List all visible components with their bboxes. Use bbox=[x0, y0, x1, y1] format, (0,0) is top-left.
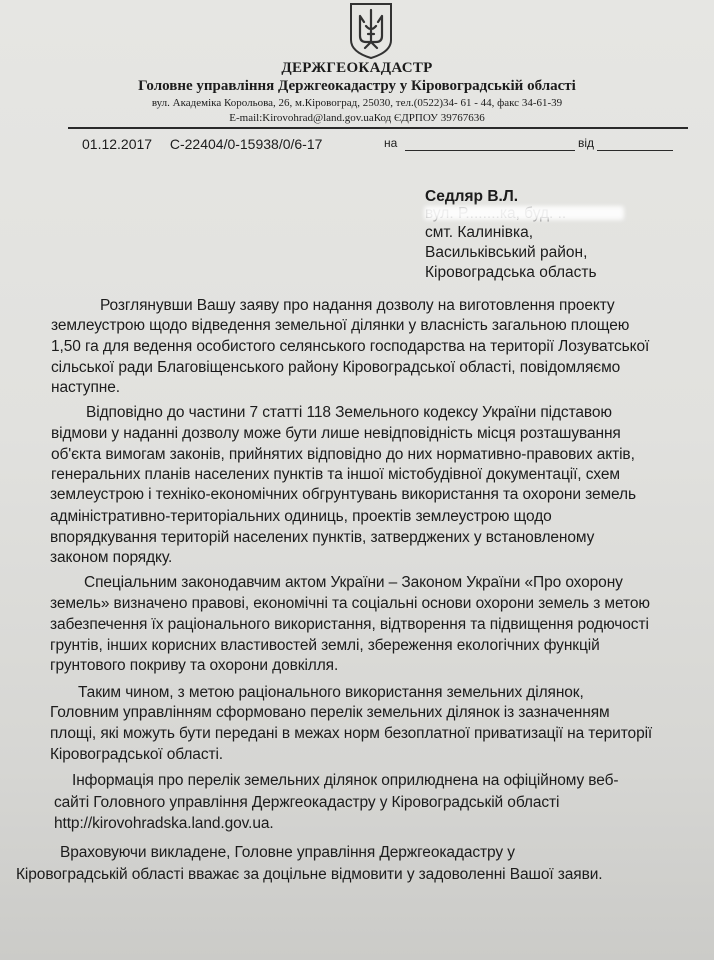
reference-blank bbox=[405, 150, 575, 151]
body-line: грунтів, інших корисних властивостей землі, збереження екологічних функцій bbox=[50, 637, 600, 654]
reference-date-blank bbox=[597, 150, 673, 151]
body-line: 1,50 га для ведення особистого селянського господарства на території Лозуватської bbox=[51, 338, 650, 355]
department-name: Головне управління Держгеокадастру у Кіровоградській області bbox=[138, 78, 576, 94]
recipient-district: Васильківський район, bbox=[425, 244, 588, 261]
registration-number: С-22404/0-15938/0/6-17 bbox=[169, 136, 323, 152]
organization-name: ДЕРЖГЕОКАДАСТР bbox=[281, 60, 433, 76]
address-line: вул. Академіка Корольова, 26, м.Кіровоград, 25030, тел.(0522)34- 61 - 44, факс 34-61-39 bbox=[151, 97, 563, 109]
recipient-name: Седляр В.Л. bbox=[425, 188, 518, 205]
body-line: адміністративно-територіальних одиниць, проектів землеустрою щодо bbox=[50, 508, 552, 525]
body-line: законом порядку. bbox=[50, 549, 173, 566]
body-line: наступне. bbox=[51, 379, 120, 396]
body-line: Таким чином, з метою раціонального використання земельних ділянок, bbox=[78, 684, 584, 701]
body-line: впорядкування територій населених пунктів, затверджених у встановленому bbox=[50, 529, 595, 546]
body-line: Головним управлінням сформовано перелік земельних ділянок із зазначенням bbox=[50, 704, 610, 721]
body-line: Враховуючи викладене, Головне управління Держгеокадастру у bbox=[60, 844, 515, 861]
body-line: об'єкта вимогам законів, прийнятих відповідно до них нормативно-правових актів, bbox=[51, 446, 635, 463]
body-line: Відповідно до частини 7 статті 118 Земельного кодексу України підставою bbox=[86, 404, 612, 421]
body-line: грунтового покриву та охорони довкілля. bbox=[50, 657, 339, 674]
header-divider bbox=[68, 127, 688, 129]
body-line: відмови у наданні дозволу може бути лише невідповідність місця розташування bbox=[51, 425, 621, 442]
registration-line bbox=[82, 136, 322, 152]
body-line: Спеціальним законодавчим актом України – Законом України «Про охорону bbox=[84, 574, 623, 591]
body-line: Кіровоградської області. bbox=[50, 746, 224, 763]
reference-label: на bbox=[384, 136, 398, 150]
recipient-region: Кіровоградська область bbox=[425, 264, 597, 281]
body-line: генеральних планів населених пунктів та іншої містобудівної документації, схем bbox=[51, 466, 620, 483]
body-line: сільської ради Благовіщенського району Кіровоградської області, повідомляємо bbox=[51, 359, 621, 376]
body-line: Інформація про перелік земельних ділянок оприлюднена на офіційному веб- bbox=[72, 772, 619, 789]
body-line: земель» визначено правові, економічні та соціальні основи охорони земель з метою bbox=[50, 595, 650, 612]
trident-emblem-icon bbox=[348, 2, 394, 60]
body-line: http://kirovohradska.land.gov.ua. bbox=[54, 815, 274, 832]
reference-date-label: від bbox=[578, 136, 595, 150]
body-line: землеустрою щодо відведення земельної ділянки у власність загальною площею bbox=[51, 317, 630, 334]
email-line: E-mail:Kirovohrad@land.gov.uaКод ЄДРПОУ 39767636 bbox=[229, 112, 485, 124]
recipient-settlement: смт. Калинівка, bbox=[425, 224, 534, 241]
body-line: Кіровоградській області вважає за доцільне відмовити у задоволенні Вашої заяви. bbox=[16, 866, 603, 883]
body-line: площі, які можуть бути передані в межах норм безоплатної приватизації на території bbox=[50, 725, 653, 742]
body-line: сайті Головного управління Держгеокадастру у Кіровоградській області bbox=[54, 794, 560, 811]
body-line: забезпечення їх раціонального використання, відтворення та підвищення родючості bbox=[50, 616, 649, 633]
body-line: землеустрою і техніко-економічних обгрунтувань використання та охорони земель bbox=[50, 486, 636, 503]
redaction-mark bbox=[424, 206, 624, 220]
body-line: Розглянувши Вашу заяву про надання дозволу на виготовлення проекту bbox=[100, 297, 615, 314]
registration-date: 01.12.2017 bbox=[82, 136, 153, 152]
